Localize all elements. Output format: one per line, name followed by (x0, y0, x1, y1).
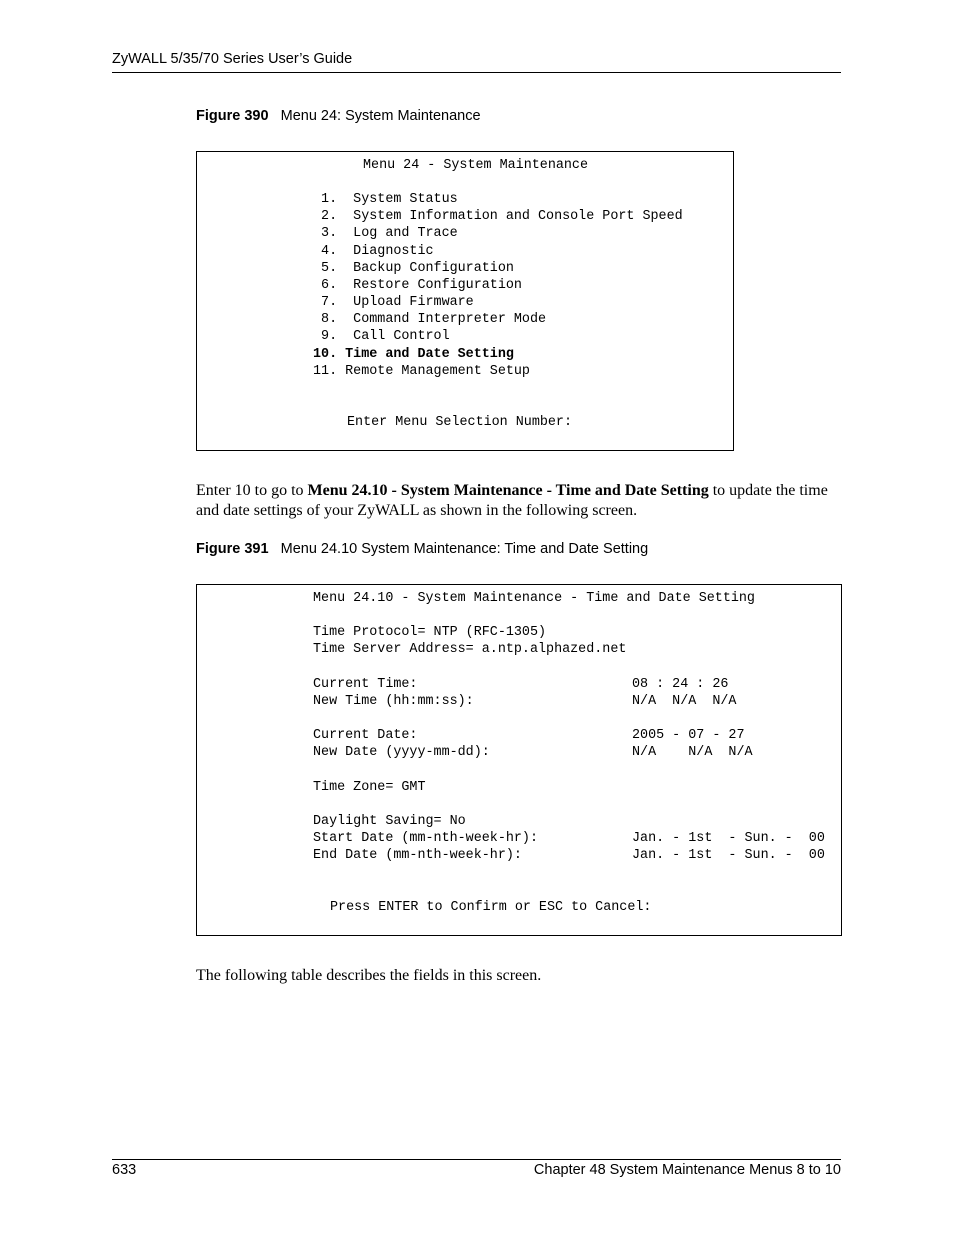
header-divider (112, 72, 841, 73)
time-zone-field: Time Zone= GMT (313, 780, 426, 795)
menu-item: 7. Upload Firmware (313, 295, 474, 310)
menu-item: 5. Backup Configuration (313, 261, 514, 276)
menu-item: 9. Call Control (313, 329, 450, 344)
running-header: ZyWALL 5/35/70 Series User’s Guide (112, 51, 353, 67)
menu-item: 3. Log and Trace (313, 226, 458, 241)
new-date-value: N/A N/A N/A (632, 745, 753, 760)
time-server-address-field: Time Server Address= a.ntp.alphazed.net (313, 642, 627, 657)
menu-item: 8. Command Interpreter Mode (313, 312, 547, 327)
menu-item-selected: 10. Time and Date Setting (313, 347, 514, 362)
new-time-label: New Time (hh:mm:ss): (313, 694, 474, 709)
figure-391-caption-text: Menu 24.10 System Maintenance: Time and Date Setting (280, 541, 649, 557)
current-time-label: Current Time: (313, 677, 418, 692)
figure-391-label: Figure 391 (196, 541, 269, 557)
screen-title: Menu 24.10 - System Maintenance - Time and Date Setting (313, 591, 755, 606)
figure-390-caption-text: Menu 24: System Maintenance (280, 108, 481, 124)
current-time-value: 08 : 24 : 26 (632, 677, 729, 692)
confirm-prompt: Press ENTER to Confirm or ESC to Cancel: (330, 900, 652, 915)
menu-item: 6. Restore Configuration (313, 278, 522, 293)
menu-item: 11. Remote Management Setup (313, 364, 530, 379)
new-time-value: N/A N/A N/A (632, 694, 737, 709)
menu-prompt: Enter Menu Selection Number: (347, 415, 572, 430)
end-date-value: Jan. - 1st - Sun. - 00 (632, 848, 825, 863)
page-number: 633 (112, 1162, 137, 1178)
footer-divider (112, 1159, 841, 1160)
menu-title: Menu 24 - System Maintenance (363, 158, 588, 173)
current-date-label: Current Date: (313, 728, 418, 743)
current-date-value: 2005 - 07 - 27 (632, 728, 745, 743)
start-date-value: Jan. - 1st - Sun. - 00 (632, 831, 825, 846)
time-protocol-field: Time Protocol= NTP (RFC-1305) (313, 625, 547, 640)
figure-390-label: Figure 390 (196, 108, 269, 124)
end-date-label: End Date (mm-nth-week-hr): (313, 848, 522, 863)
chapter-title: Chapter 48 System Maintenance Menus 8 to 10 (533, 1162, 841, 1178)
figure-390-caption (196, 108, 481, 124)
time-date-setting-screen (196, 584, 842, 936)
intro-text-pre: Enter 10 to go to (196, 482, 308, 499)
table-intro-paragraph: The following table describes the fields in this screen. (196, 967, 542, 984)
figure-391-caption (196, 541, 648, 557)
intro-paragraph (196, 481, 842, 521)
start-date-label: Start Date (mm-nth-week-hr): (313, 831, 538, 846)
daylight-saving-field: Daylight Saving= No (313, 814, 466, 829)
menu-item: 4. Diagnostic (313, 244, 434, 259)
menu-24-screen (196, 151, 734, 451)
menu-item: 2. System Information and Console Port Speed (313, 209, 683, 224)
new-date-label: New Date (yyyy-mm-dd): (313, 745, 490, 760)
intro-text-post: to update the time and date settings of your ZyWALL as shown in the following screen. (196, 482, 828, 519)
intro-menu-name: Menu 24.10 - System Maintenance - Time and Date Setting (307, 482, 709, 499)
menu-item: 1. System Status (313, 192, 458, 207)
